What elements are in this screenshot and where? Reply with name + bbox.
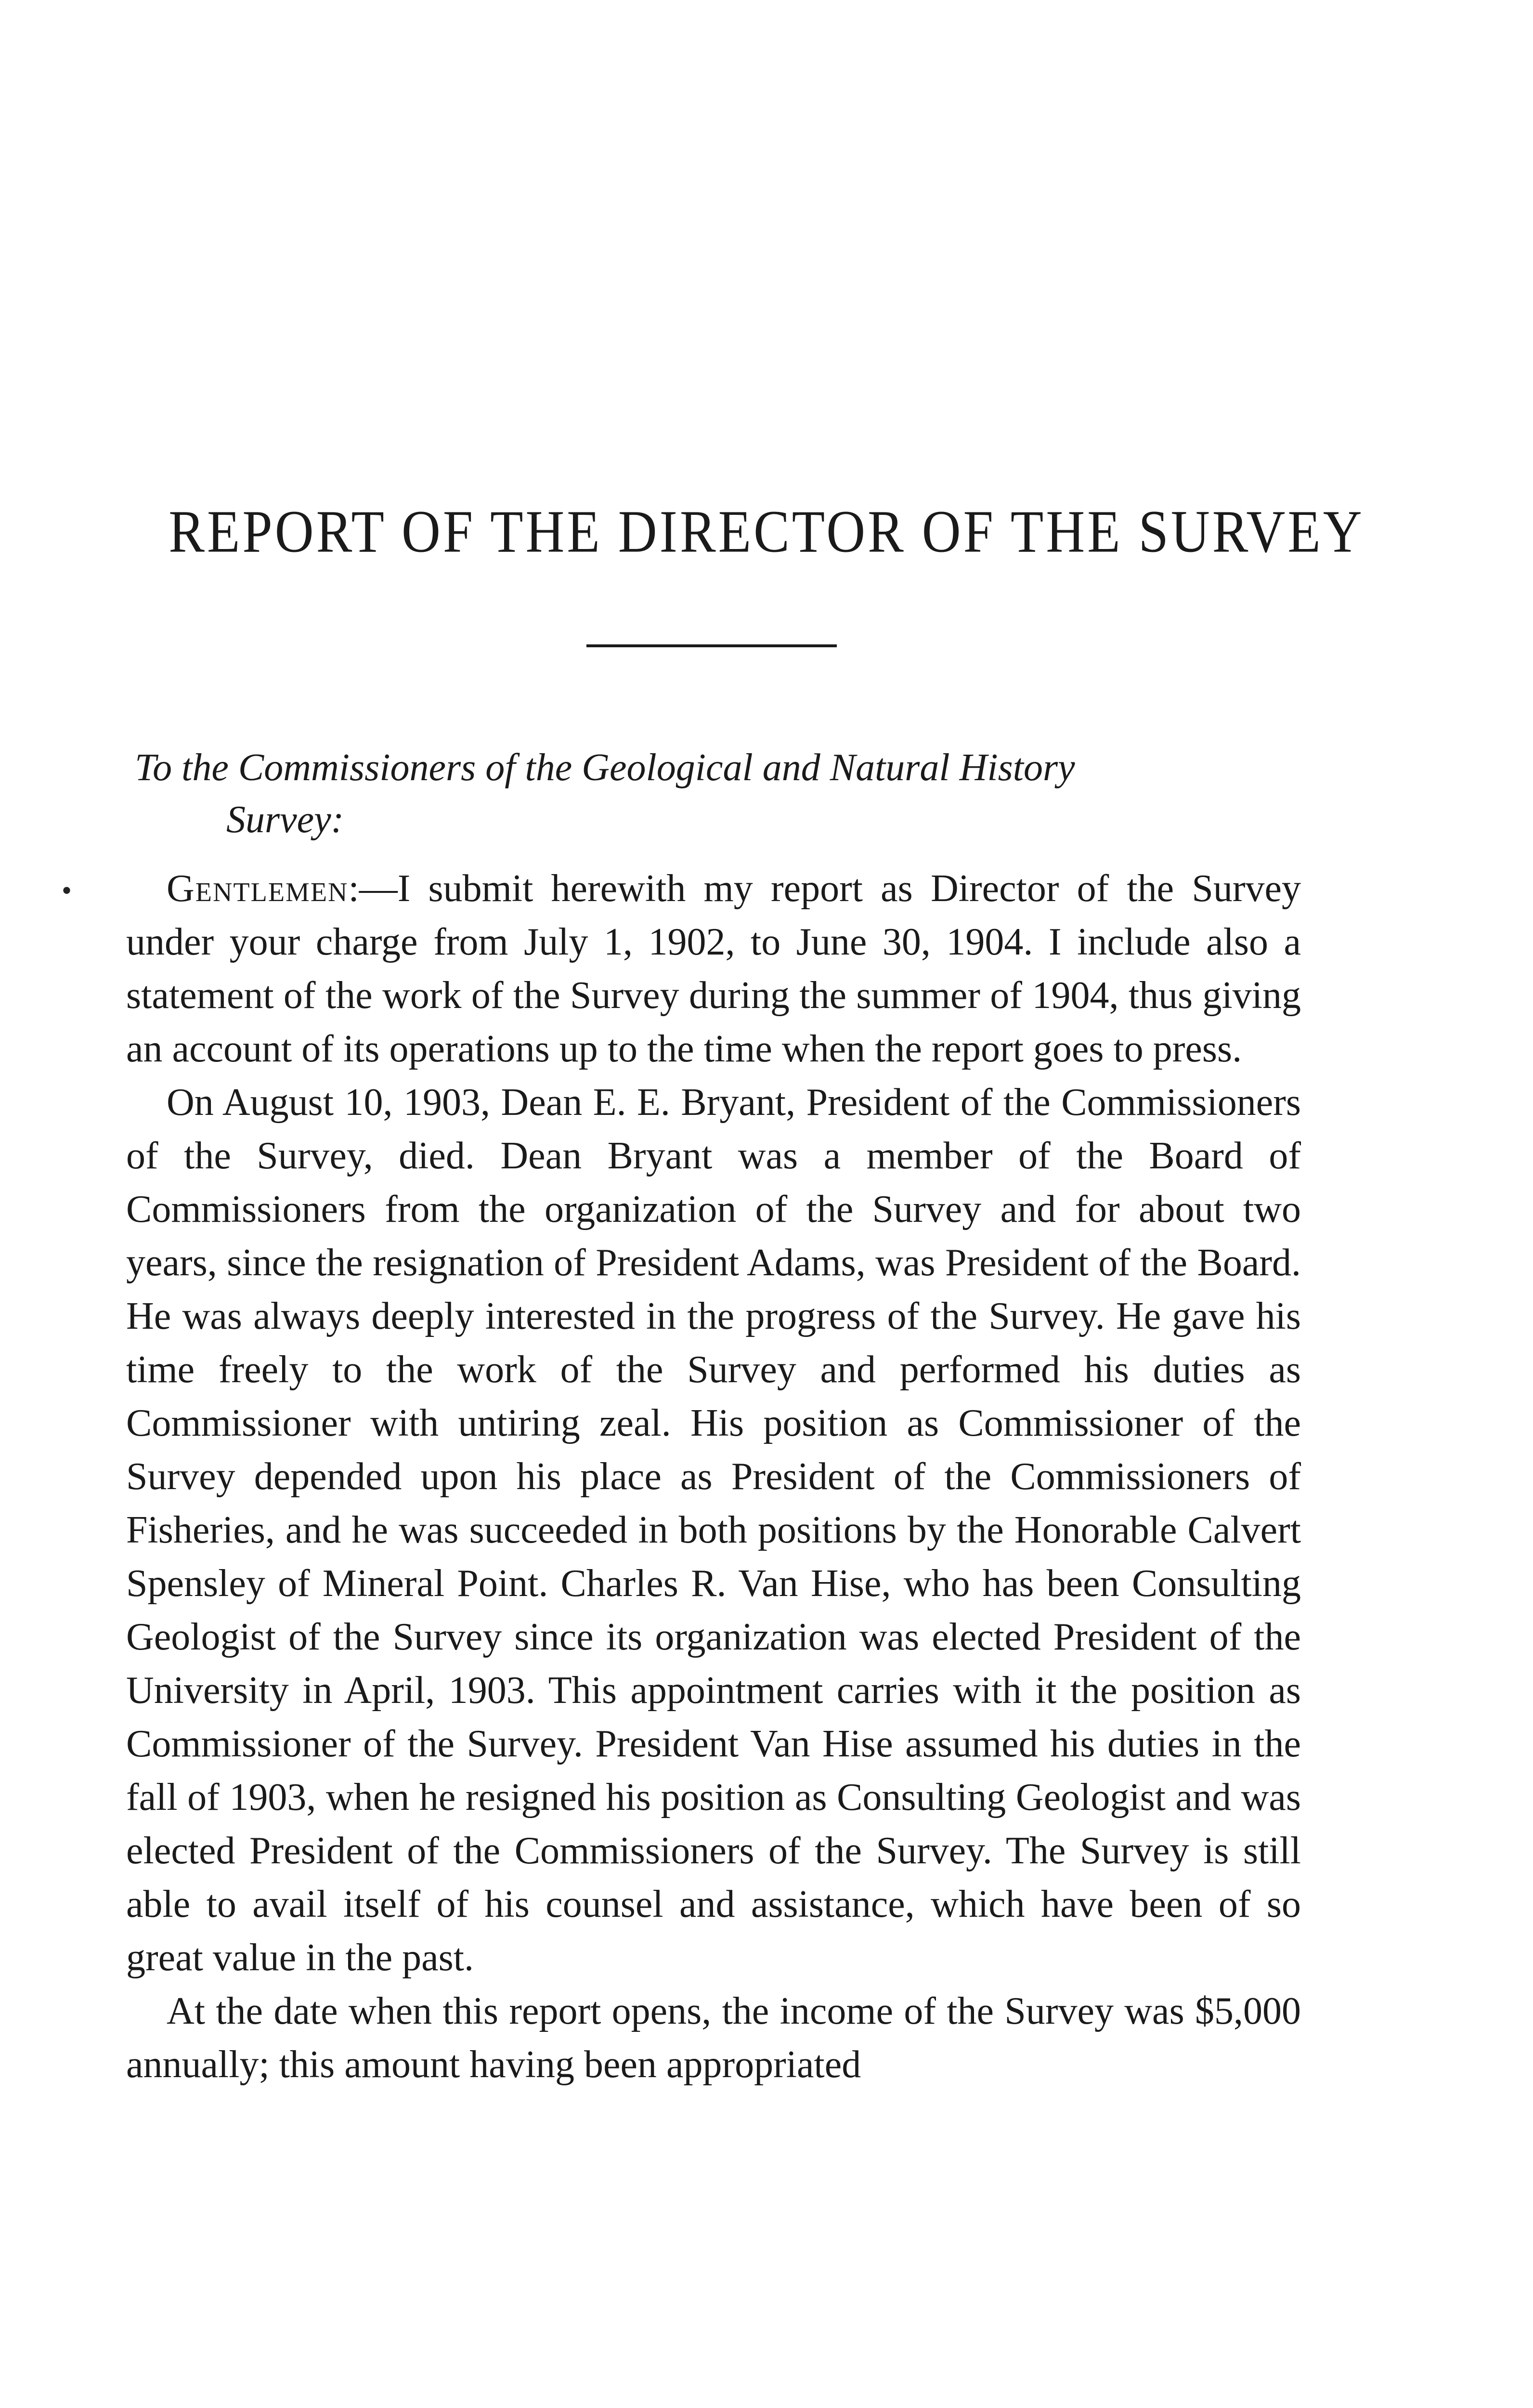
- paragraph-2: [126, 1076, 1301, 1985]
- paragraph-1: [126, 862, 1301, 1076]
- page-title: REPORT OF THE DIRECTOR OF THE SURVEY: [169, 498, 1364, 565]
- paragraph-text: :—I submit herewith my report as Director of the Survey under your charge from July 1, 1902, to June 30, 1904. I include also a statement of the work of the Survey during the summer of 1904, thus giving an account of its operations up to the time when the report goes to press.: [126, 867, 1301, 1070]
- paragraph-3: [126, 1985, 1301, 2092]
- salutation: [135, 742, 1300, 846]
- paragraph-text: At the date when this report opens, the income of the Survey was $5,000 annually; this amount having been appropriated: [126, 1990, 1301, 2086]
- title-rule: [586, 644, 837, 647]
- paragraph-lead: Gentlemen: [167, 867, 349, 910]
- salutation-line-1: To the Commissioners of the Geological and Natural History: [135, 746, 1075, 789]
- paragraph-text: On August 10, 1903, Dean E. E. Bryant, President of the Commissioners of the Survey, died. Dean Bryant was a member of the Board of Commissioners from the organization of the Survey and for about two years, since the resignation of President Adams, was President of the Board. He was always deeply interested in the progress of the Survey. He gave his time freely to the work of the Survey and performed his duties as Commissioner with untiring zeal. His position as Commissioner of the Survey depended upon his place as President of the Commissioners of Fisheries, and he was succeeded in both positions by the Honorable Calvert Spensley of Mineral Point. Charles R. Van Hise, who has been Consulting Geologist of the Survey since its organization was elected President of the University in April, 1903. This appointment carries with it the position as Commissioner of the Survey. President Van Hise assumed his duties in the fall of 1903, when he resigned his position as Consulting Geologist and was elected President of the Commissioners of the Survey. The Survey is still able to avail itself of his counsel and assistance, which have been of so great value in the past.: [126, 1081, 1301, 1979]
- margin-dot-mark: •: [62, 875, 72, 906]
- report-body: [126, 862, 1301, 2092]
- salutation-line-2: Survey:: [226, 798, 344, 841]
